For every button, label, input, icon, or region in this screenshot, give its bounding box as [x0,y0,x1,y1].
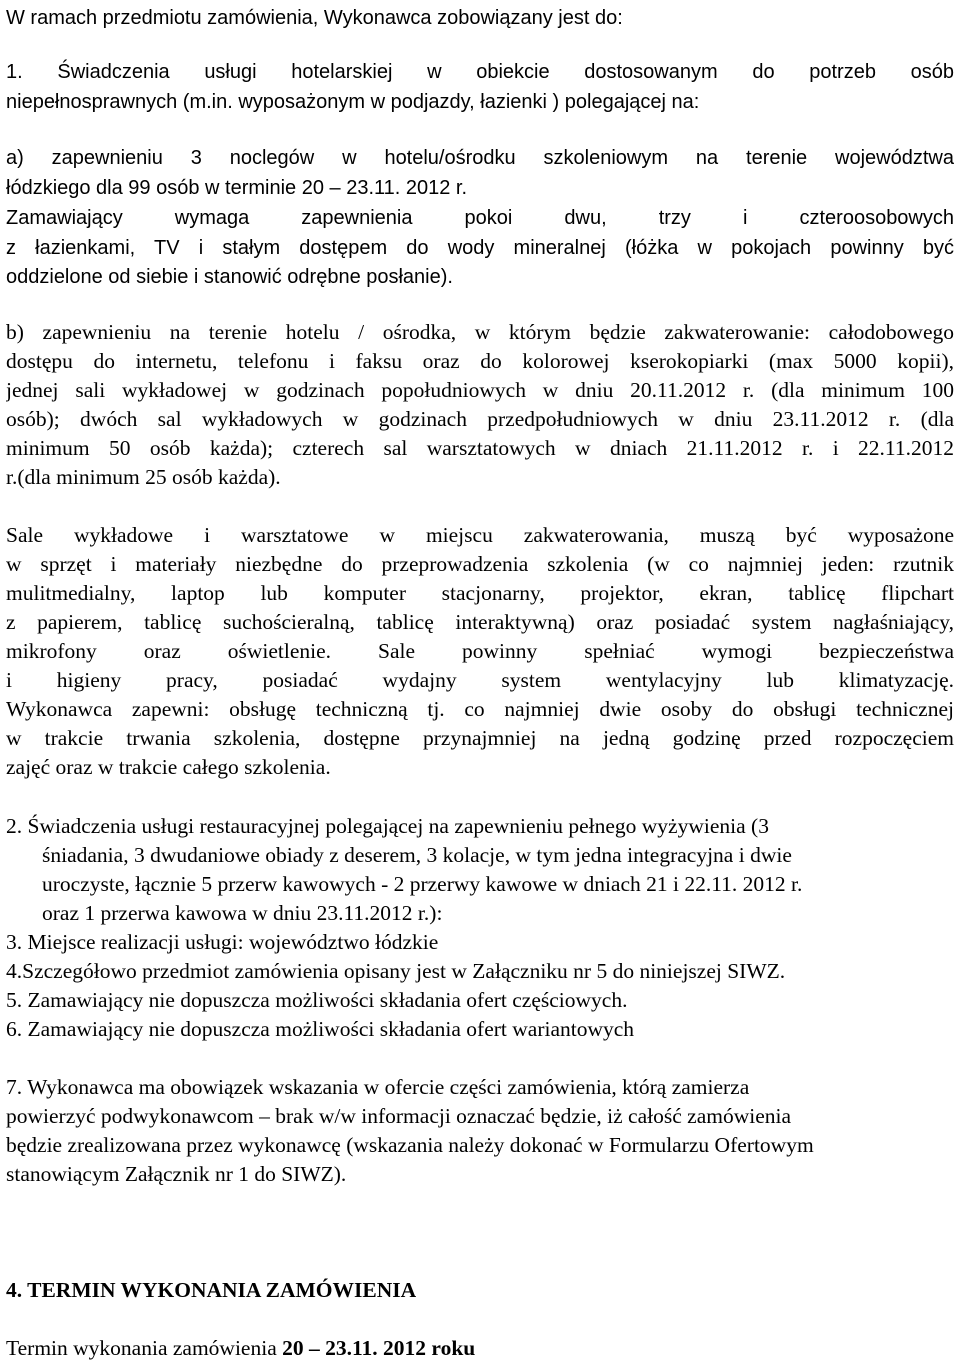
intro-text: W ramach przedmiotu zamówienia, Wykonawca zobowiązany jest do: [6,7,623,29]
item-1a-line: z łazienkami, TV i stałym dostępem do wody mineralnej (łóżka w pokojach powinny być [6,237,954,259]
item-1b-line: minimum 50 osób każda); czterech sal warsztatowych w dniach 21.11.2012 r. i 22.11.2012 [6,436,954,460]
item-6-text: 6. Zamawiający nie dopuszcza możliwości składania ofert wariantowych [6,1017,635,1041]
item-1-line: 1. Świadczenia usługi hotelarskiej w obiekcie dostosowanym do potrzeb osób [6,61,954,83]
item-1-line: niepełnosprawnych (m.in. wyposażonym w podjazdy, łazienki ) polegającej na: [6,91,700,113]
item-1a-line: oddzielone od siebie i stanowić odrębne posłanie). [6,266,453,288]
rooms-paragraph-line: mulitmedialny, laptop lub komputer stacjonarny, projektor, ekran, tablicę flipchart [6,581,954,605]
item-1a-line: Zamawiający wymaga zapewnienia pokoi dwu, trzy i czteroosobowych [6,207,954,229]
rooms-paragraph-line: Wykonawca zapewni: obsługę techniczną tj. co najmniej dwie osoby do obsługi technicznej [6,697,954,721]
section-4-heading: 4. TERMIN WYKONANIA ZAMÓWIENIA [6,1278,417,1302]
item-7-line: 7. Wykonawca ma obowiązek wskazania w ofercie części zamówienia, którą zamierza [6,1075,750,1099]
item-2-line: śniadania, 3 dwudaniowe obiady z deserem, 3 kolacje, w tym jedna integracyjna i dwie [42,843,792,867]
document-page [6,0,954,1363]
item-2-line: oraz 1 przerwa kawowa w dniu 23.11.2012 r.): [42,901,443,925]
term-label: Termin wykonania zamówienia [6,1336,277,1360]
item-3-text: 3. Miejsce realizacji usługi: województwo łódzkie [6,930,439,954]
rooms-paragraph-line: w trakcie trwania szkolenia, dostępne przynajmniej na jedną godzinę przed rozpoczęciem [6,726,954,750]
term-line [6,1333,954,1363]
rooms-paragraph-line: z papierem, tablicę suchościeralną, tablicę interaktywną) oraz posiadać system nagłaśniający, [6,610,954,634]
rooms-paragraph-line: mikrofony oraz oświetlenie. Sale powinny spełniać wymogi bezpieczeństwa [6,639,954,663]
item-1b-line: b) zapewnieniu na terenie hotelu / ośrodka, w którym będzie zakwaterowanie: całodobowego [6,320,954,344]
rooms-paragraph-line: i higieny pracy, posiadać wydajny system wentylacyjny lub klimatyzację. [6,668,954,692]
item-1b-line: dostępu do internetu, telefonu i faksu oraz do kolorowej kserokopiarki (max 5000 kopii), [6,349,954,373]
rooms-paragraph-line: zajęć oraz w trakcie całego szkolenia. [6,755,331,779]
item-1b-line: jednej sali wykładowej w godzinach popołudniowych w dniu 20.11.2012 r. (dla minimum 100 [6,378,954,402]
item-1a-line: a) zapewnieniu 3 noclegów w hotelu/ośrodku szkoleniowym na terenie województwa [6,147,954,169]
item-5-text: 5. Zamawiający nie dopuszcza możliwości składania ofert częściowych. [6,988,628,1012]
item-7-line: powierzyć podwykonawcom – brak w/w informacji oznaczać będzie, iż całość zamówienia [6,1104,792,1128]
item-4-text: 4.Szczegółowo przedmiot zamówienia opisany jest w Załączniku nr 5 do niniejszej SIWZ. [6,959,786,983]
rooms-paragraph-line: w sprzęt i materiały niezbędne do przeprowadzenia szkolenia (w co najmniej jeden: rzutnik [6,552,954,576]
item-1b-line: osób); dwóch sal wykładowych w godzinach przedpołudniowych w dniu 23.11.2012 r. (dla [6,407,954,431]
rooms-paragraph-line: Sale wykładowe i warsztatowe w miejscu zakwaterowania, muszą być wyposażone [6,523,954,547]
item-1a-line: łódzkiego dla 99 osób w terminie 20 – 23.11. 2012 r. [6,177,468,199]
term-value: 20 – 23.11. 2012 roku [282,1336,476,1360]
item-2-line: uroczyste, łącznie 5 przerw kawowych - 2 przerwy kawowe w dniach 21 i 22.11. 2012 r. [42,872,803,896]
item-1b-line: r.(dla minimum 25 osób każda). [6,465,281,489]
item-7-line: stanowiącym Załącznik nr 1 do SIWZ). [6,1162,347,1186]
item-2-line: 2. Świadczenia usługi restauracyjnej polegającej na zapewnieniu pełnego wyżywienia (3 [6,814,769,838]
item-7-line: będzie zrealizowana przez wykonawcę (wskazania należy dokonać w Formularzu Ofertowym [6,1133,814,1157]
